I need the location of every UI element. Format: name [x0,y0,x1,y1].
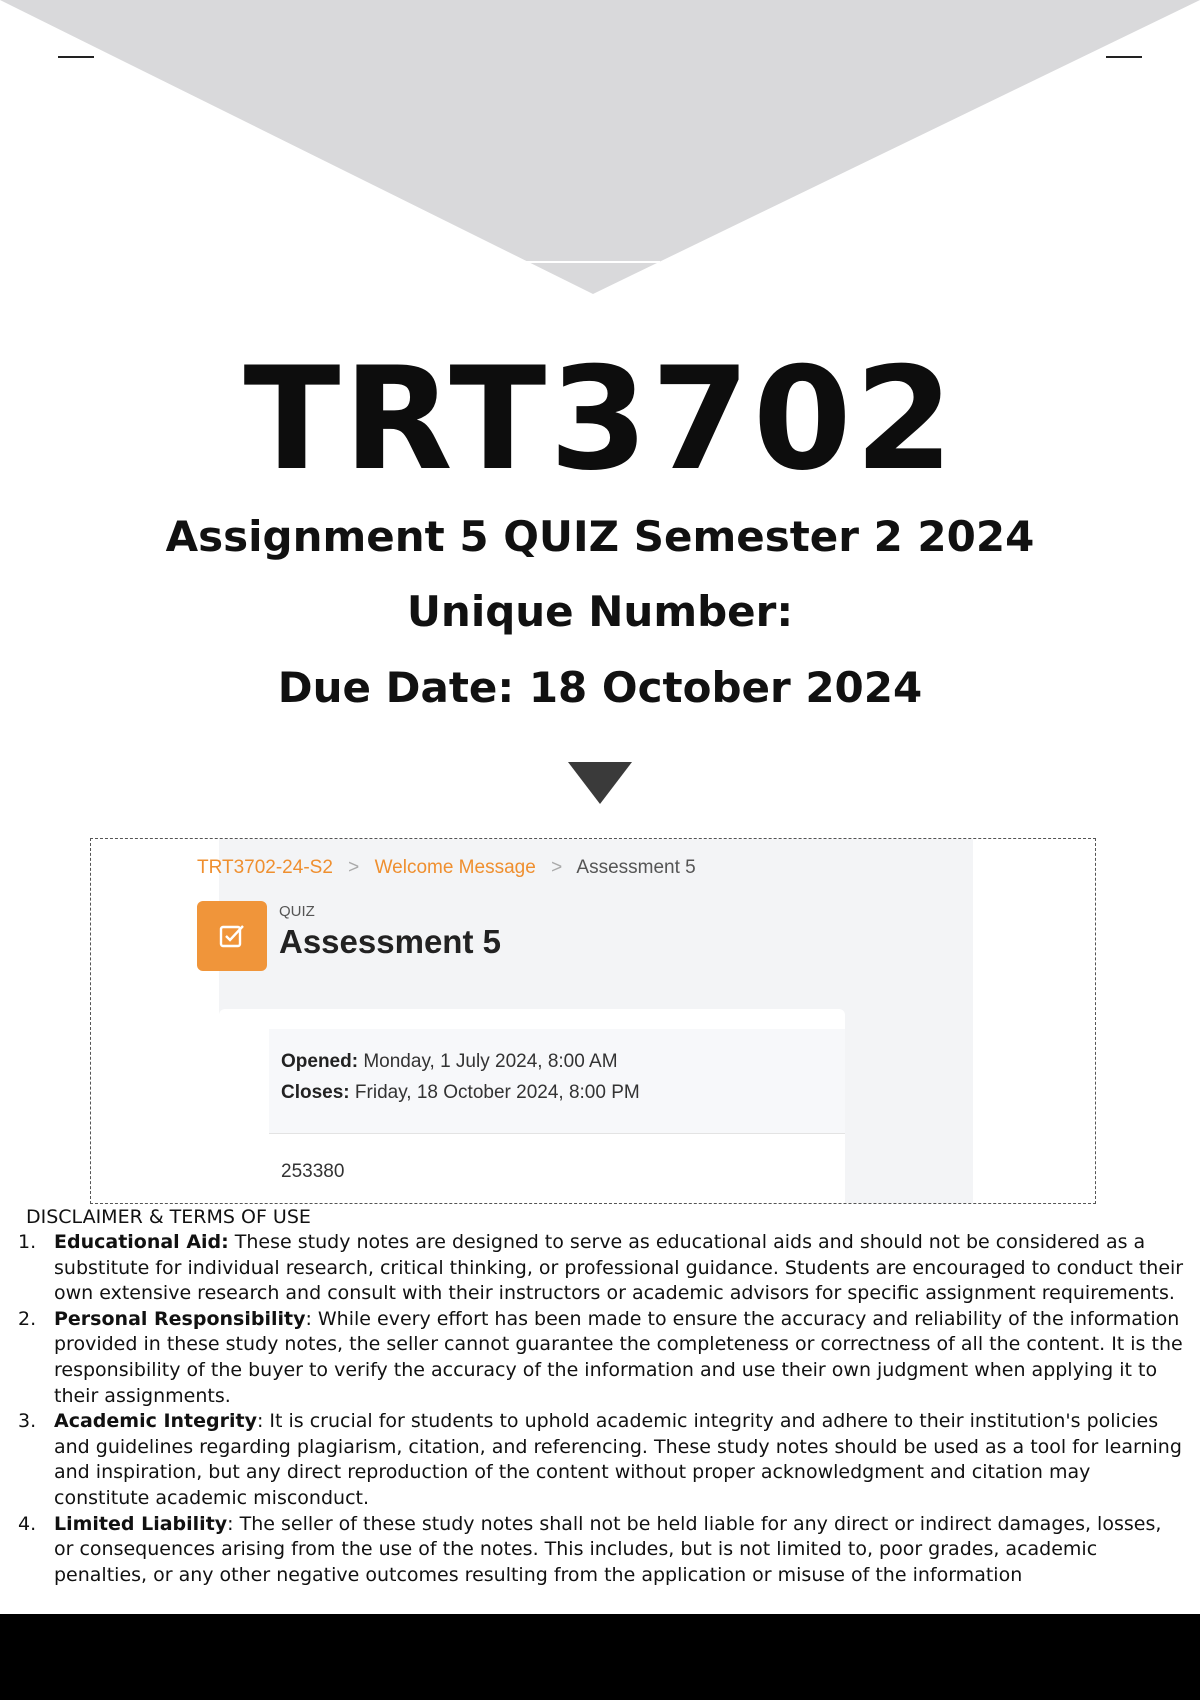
disclaimer-item [0,1512,1200,1589]
assignment-line: Assignment 5 QUIZ Semester 2 2024 [165,512,1035,561]
item-number: 1. [18,1231,37,1253]
down-arrow-icon [568,762,632,804]
disclaimer-item [0,1409,1200,1511]
disclaimer-title: DISCLAIMER & TERMS OF USE [26,1206,311,1228]
opened-label: Opened: [281,1051,359,1072]
item-text: : The seller of these study notes shall not be held liable for any direct or indirect damages, losses, or consequences arising from the use of the notes. This includes, but is not limited to, poor grades, academic penalties, or any other negative outcomes resulting from the application or misuse of the information [54,1512,1162,1586]
item-number: 4. [18,1512,37,1535]
item-heading: Limited Liability [54,1512,228,1535]
chevron-right-icon: > [348,857,360,878]
closes-label: Closes: [281,1082,350,1103]
item-heading: Personal Responsibility [54,1307,306,1330]
disclaimer-list [0,1230,1200,1588]
quiz-icon [197,901,267,971]
opened-value: Monday, 1 July 2024, 8:00 AM [363,1051,618,1072]
disclaimer-item [0,1230,1200,1307]
bottom-black-bar [0,1614,1200,1700]
item-number: 3. [18,1410,37,1433]
activity-dates [269,1029,845,1134]
item-number: 2. [18,1307,37,1330]
chevron-right-icon: > [551,857,563,878]
top-chevron-graphic [0,0,1200,300]
due-date-line: Due Date: 18 October 2024 [277,663,923,712]
breadcrumb [197,857,696,879]
activity-title: Assessment 5 [279,923,501,960]
item-heading: Academic Integrity [54,1410,257,1433]
checkbox-icon [218,922,246,950]
unique-number-value: 253380 [281,1161,345,1182]
closes-value: Friday, 18 October 2024, 8:00 PM [354,1082,640,1103]
activity-type-label: QUIZ [279,903,315,920]
item-text: : While every effort has been made to ensure the accuracy and reliability of the information provided in these study notes, the seller cannot guarantee the completeness or correctness of all the content. It is the responsibility of the buyer to verify the accuracy of the information and use their own judgment when applying it to their assignments. [54,1307,1183,1407]
breadcrumb-welcome[interactable]: Welcome Message [374,857,536,878]
corner-rule-right [1106,56,1142,58]
item-heading: Educational Aid: [54,1231,229,1253]
disclaimer-item [0,1307,1200,1409]
breadcrumb-course[interactable]: TRT3702-24-S2 [197,857,333,878]
closes-date [281,1082,640,1104]
course-code-title: TRT3702 [243,337,957,502]
opened-date [281,1051,618,1073]
unique-number-line: Unique Number: [406,587,794,636]
quiz-screenshot [90,838,1096,1204]
item-text: These study notes are designed to serve as educational aids and should not be considered as a substitute for individual research, critical thinking, or professional guidance. Students are encouraged to conduct their own extensive research and consult with their instructors or academic advisors for specific assignment requirements. [54,1231,1184,1305]
breadcrumb-current: Assessment 5 [576,857,696,878]
item-text: : It is crucial for students to uphold academic integrity and adhere to their institution's policies and guidelines regarding plagiarism, citation, and referencing. These study notes should be used as a tool for learning and inspiration, but any direct reproduction of the content without proper acknowledgment and citation may constitute academic misconduct. [54,1410,1182,1509]
corner-rule-left [58,56,94,58]
